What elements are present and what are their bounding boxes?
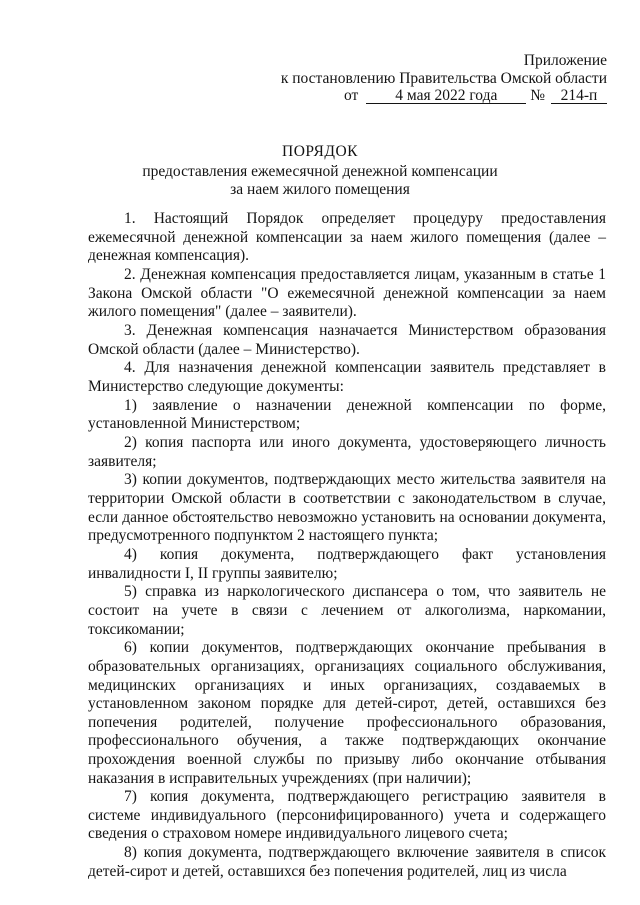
list-item-5: 5) справка из наркологического диспансера о том, что заявитель не состоит на учете в связи с лечением от алкоголизма, наркомании, токсикомании; <box>88 583 606 638</box>
document-title: ПОРЯДОК <box>282 143 358 160</box>
list-item-2: 2) копия паспорта или иного документа, удостоверяющего личность заявителя; <box>88 434 606 470</box>
paragraph-2: 2. Денежная компенсация предоставляется лицам, указанным в статье 1 Закона Омской области "О ежемесячной денежной компенсации за наем жилого помещения" (далее – заявители). <box>88 265 606 321</box>
list-item-6: 6) копии документов, подтверждающих окончание пребывания в образовательных организациях, организациях социального обслуживания, медицинских организациях и иных организациях, создаваемых в установленном законом порядке для детей-сирот, детей, оставшихся без попечения родителей, получение профессионального образования, профессионального обучения, а также подтверждающих окончание прохождения военной службы по призыву либо окончание отбывания наказания в исправительных учреждениях (при наличии); <box>88 639 606 787</box>
paragraph-1: 1. Настоящий Порядок определяет процедуру предоставления ежемесячной денежной компенсации за наем жилого помещения (далее – денежная компенсация). <box>88 210 606 265</box>
appendix-label: Приложение <box>523 52 607 69</box>
document-subtitle-line-2: за наем жилого помещения <box>230 181 410 198</box>
paragraph-4: 4. Для назначения денежной компенсации заявитель представляет в Министерство следующие документы: <box>88 359 606 395</box>
list-item-4: 4) копия документа, подтверждающего факт установления инвалидности I, II группы заявителю; <box>88 546 606 582</box>
list-item-3: 3) копии документов, подтверждающих место жительства заявителя на территории Омской области в соответствии с законодательством в случае, если данное обстоятельство невозможно установить на основании документа, предусмотренного подпунктом 2 настоящего пункта; <box>88 471 606 545</box>
document-body <box>88 210 606 882</box>
appendix-header <box>281 52 607 105</box>
list-item-1: 1) заявление о назначении денежной компенсации по форме, установленной Министерством; <box>88 396 606 433</box>
date-number-line <box>281 87 607 105</box>
resolution-date: 4 мая 2022 года <box>366 88 526 104</box>
list-item-8: 8) копия документа, подтверждающего включение заявителя в список детей-сирот и детей, оставшихся без попечения родителей, лиц из числа <box>88 844 606 880</box>
date-prefix: от <box>344 87 359 104</box>
document-subtitle-line-1: предоставления ежемесячной денежной компенсации <box>142 163 498 180</box>
number-prefix: № <box>530 87 545 104</box>
resolution-number: 214-п <box>551 88 607 104</box>
paragraph-3: 3. Денежная компенсация назначается Министерством образования Омской области (далее – Министерство). <box>88 321 606 358</box>
resolution-reference: к постановлению Правительства Омской области <box>280 69 607 87</box>
list-item-7: 7) копия документа, подтверждающего регистрацию заявителя в системе индивидуального (персонифицированного) учета и содержащего сведения о страховом номере индивидуального лицевого счета; <box>88 788 606 843</box>
